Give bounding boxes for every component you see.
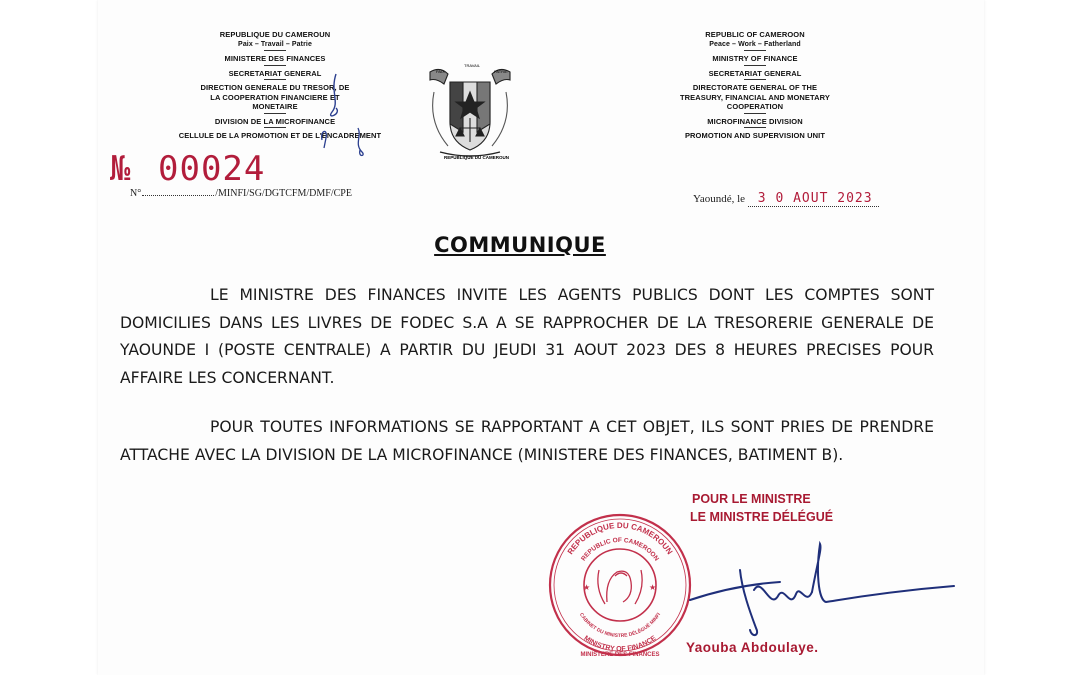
motto-en: Peace – Work – Fatherland xyxy=(709,40,801,48)
divider xyxy=(744,65,766,66)
seal-text-bottom-2: MINISTERE DES FINANCES xyxy=(580,652,660,658)
signature-line-2: LE MINISTRE DÉLÉGUÉ xyxy=(690,510,834,524)
signer-name: Yaouba Abdoulaye. xyxy=(686,640,819,655)
division-fr: DIVISION DE LA MICROFINANCE xyxy=(214,116,336,126)
handwritten-signature xyxy=(680,540,960,640)
ministry-en: MINISTRY OF FINANCE xyxy=(712,54,798,63)
directorate-en: DIRECTORATE GENERAL OF THE TREASURY, FINANCIAL AND MONETARY COOPERATION xyxy=(679,83,830,111)
svg-text:CABINET DU MINISTRE DÉLÉGUÉ MI xyxy=(578,611,662,639)
seal-text-top-2: REPUBLIC OF CAMEROON xyxy=(580,537,660,563)
ministry-fr: MINISTERE DES FINANCES xyxy=(224,54,326,63)
reference-prefix: N° xyxy=(130,188,142,199)
signature-title xyxy=(690,490,833,526)
emblem-banner-left: PAIX xyxy=(436,69,445,74)
date-place: Yaoundé, le xyxy=(693,193,746,205)
divider xyxy=(264,79,286,80)
emblem-banner-right: PATRIE xyxy=(494,69,508,74)
division-en: MICROFINANCE DIVISION xyxy=(707,116,803,126)
divider xyxy=(264,127,286,128)
signature-line-1: POUR LE MINISTRE xyxy=(692,492,811,506)
svg-text:★: ★ xyxy=(649,583,657,592)
emblem-banner-center: TRAVAIL xyxy=(464,63,481,68)
document-title: COMMUNIQUE xyxy=(434,233,606,257)
divider xyxy=(744,79,766,80)
country-fr: REPUBLIQUE DU CAMEROUN xyxy=(219,30,331,39)
motto-fr: Paix – Travail – Patrie xyxy=(238,40,312,48)
divider xyxy=(264,113,286,114)
divider xyxy=(744,50,766,51)
paragraph-1 xyxy=(120,282,934,392)
date-stamp: 3 0 AOUT 2023 xyxy=(748,191,879,207)
divider xyxy=(264,65,286,66)
divider xyxy=(744,113,766,114)
seal-text-inner: CABINET DU MINISTRE DÉLÉGUÉ MINFI xyxy=(577,611,663,640)
divider xyxy=(744,127,766,128)
coat-of-arms-emblem xyxy=(420,62,520,162)
paragraph-2 xyxy=(120,414,934,469)
official-seal xyxy=(545,510,695,660)
secretariat-en: SECRETARIAT GENERAL xyxy=(708,68,802,78)
header-right xyxy=(635,30,875,141)
direction-fr: DIRECTION GENERALE DU TRESOR, DE LA COOPERATION FINANCIERE ET MONETAIRE xyxy=(200,83,350,111)
emblem-inscription: REPUBLIQUE DU CAMEROUN xyxy=(444,155,510,160)
date-line xyxy=(693,191,879,207)
seal-text-top: REPUBLIQUE DU CAMEROUN xyxy=(565,520,675,557)
svg-text:★: ★ xyxy=(583,583,591,592)
number-stamp: 00024 xyxy=(158,149,266,189)
paragraph-text: POUR TOUTES INFORMATIONS SE RAPPORTANT A CET OBJET, ILS SONT PRIES DE PRENDRE ATTACHE AVEC LA DIVISION DE LA MICROFINANCE (MINISTERE DES FINANCES, BATIMENT B). xyxy=(120,418,934,464)
seal-text-bottom: MINISTRY OF FINANCE xyxy=(582,634,658,654)
secretariat-fr: SECRETARIAT GENERAL xyxy=(228,68,322,78)
reference-blank xyxy=(142,187,214,196)
reference-line xyxy=(130,187,352,199)
unit-en: PROMOTION AND SUPERVISION UNIT xyxy=(684,131,826,140)
reference-suffix: /MINFI/SG/DGTCFM/DMF/CPE xyxy=(215,188,352,199)
number-stamp-prefix: № xyxy=(110,149,129,189)
reference-block xyxy=(110,145,410,205)
country-en: REPUBLIC OF CAMEROON xyxy=(705,30,805,39)
svg-text:REPUBLIC OF CAMEROON xyxy=(580,537,660,563)
divider xyxy=(264,50,286,51)
paragraph-text: LE MINISTRE DES FINANCES INVITE LES AGENTS PUBLICS DONT LES COMPTES SONT DOMICILIES DANS LES LIVRES DE FODEC S.A A SE RAPPROCHER DE LA TRESORERIE GENERALE DE YAOUNDE I (POSTE CENTRALE) A PARTIR DU JEUDI 31 AOUT 2023 DES 8 HEURES PRECISES POUR AFFAIRE LES CONCERNANT. xyxy=(120,286,934,387)
cell-fr: CELLULE DE LA PROMOTION ET DE L'ENCADREMENT xyxy=(178,131,382,140)
